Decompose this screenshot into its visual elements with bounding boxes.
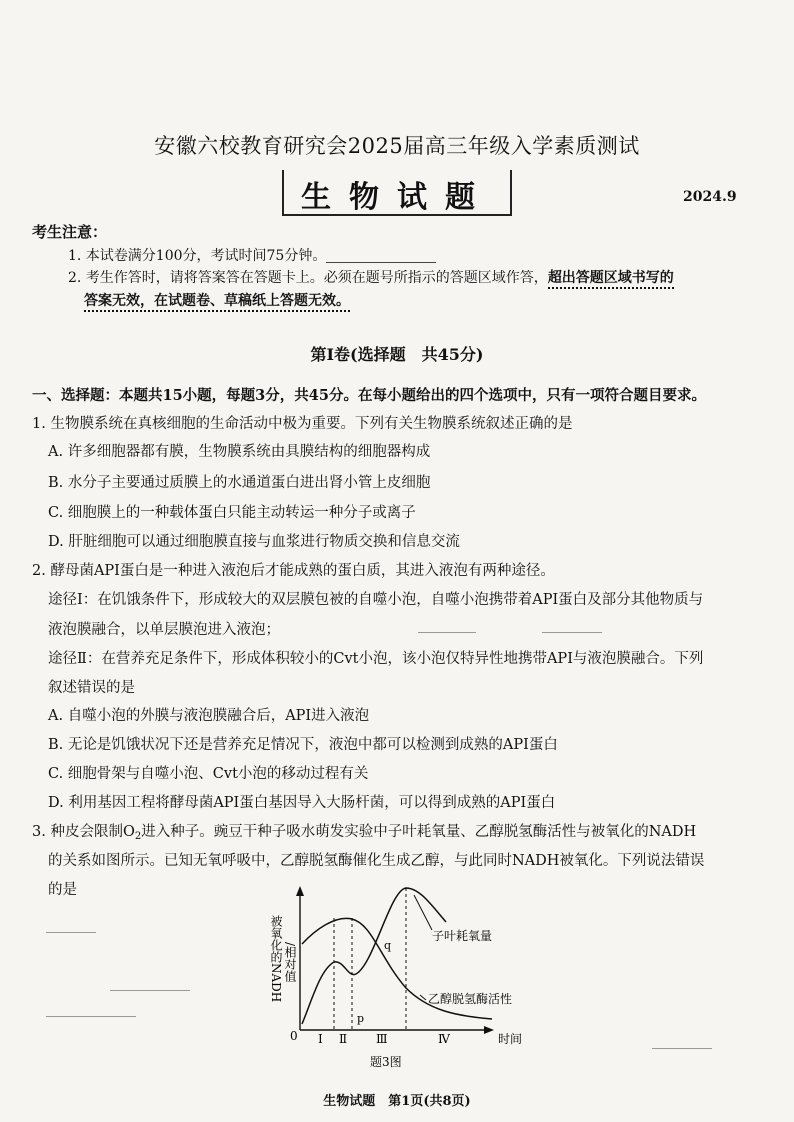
q3-figure — [250, 880, 540, 1070]
q3-stem-end: 的是 — [48, 882, 77, 898]
q2-pathway-2-cont: 叙述错误的是 — [48, 680, 135, 696]
q1-option-b: B. 水分子主要通过质膜上的水通道蛋白进出肾小管上皮细胞 — [48, 475, 431, 491]
section-instruction: 一、选择题：本题共15小题，每题3分，共45分。在每小题给出的四个选项中，只有一项符合题目要求。 — [32, 387, 706, 404]
q2-option-a: A. 自噬小泡的外膜与液泡膜融合后，API进入液泡 — [48, 708, 370, 724]
q2-pathway-2: 途径Ⅱ：在营养充足条件下，形成体积较小的Cvt小泡，该小泡仅特异性地携带API与液泡膜融合。下列 — [48, 651, 704, 667]
origin-label: 0 — [290, 1029, 298, 1043]
notice-item-2-text: 2. 考生作答时，请将答案答在答题卡上。必须在题号所指示的答题区域作答， — [68, 270, 548, 286]
figure-caption: 题3图 — [370, 1055, 402, 1069]
q2-option-b: B. 无论是饥饿状况下还是营养充足情况下，液泡中都可以检测到成熟的API蛋白 — [48, 737, 558, 753]
blank-underline — [326, 250, 436, 263]
subject-title: 生物试题 — [301, 180, 493, 215]
x-axis-label: 时间 — [498, 1032, 523, 1046]
q3-stem — [32, 822, 696, 847]
scan-mark — [110, 990, 190, 991]
q2-stem: 2. 酵母菌API蛋白是一种进入液泡后才能成熟的蛋白质，其进入液泡有两种途径。 — [32, 563, 555, 579]
stage-label-3: Ⅲ — [376, 1032, 388, 1046]
adh-activity-curve — [302, 888, 446, 1024]
notice-item-1 — [68, 246, 436, 266]
q3-stem-part1: 3. 种皮会限制O — [32, 824, 135, 840]
q2-option-c: C. 细胞骨架与自噬小泡、Cvt小泡的移动过程有关 — [48, 766, 369, 782]
q1-option-d: D. 肝脏细胞可以通过细胞膜直接与血浆进行物质交换和信息交流 — [48, 534, 460, 550]
curve-label-oxygen: 子叶耗氧量 — [432, 929, 493, 943]
y-axis-label: 被氧化的NADH — [269, 915, 283, 1003]
notice-item-2 — [68, 268, 674, 288]
x-axis-arrow — [484, 1026, 494, 1034]
y-axis-arrow — [296, 886, 304, 896]
y-axis-label-unit: /相对值 — [283, 942, 297, 983]
scan-mark — [418, 632, 476, 633]
stage-label-1: Ⅰ — [318, 1032, 323, 1046]
scan-mark — [46, 1016, 136, 1017]
notice-item-2-emphasis-cont: 答案无效，在试题卷、草稿纸上答题无效。 — [84, 293, 350, 312]
q3-stem-part2: 进入种子。豌豆干种子吸水萌发实验中子叶耗氧量、乙醇脱氢酶活性与被氧化的NADH — [141, 824, 697, 840]
exam-date: 2024.9 — [683, 189, 737, 205]
notice-item-1-text: 1. 本试卷满分100分，考试时间75分钟。 — [68, 248, 327, 264]
q2-pathway-1-cont: 液泡膜融合，以单层膜泡进入液泡； — [48, 622, 280, 638]
scan-mark — [542, 632, 602, 633]
notice-heading: 考生注意： — [32, 223, 108, 241]
page-footer: 生物试题 第1页(共8页) — [323, 1094, 471, 1109]
stage-label-2: Ⅱ — [339, 1032, 348, 1046]
label-leader-1 — [414, 895, 432, 930]
q1-option-a: A. 许多细胞器都有膜，生物膜系统由具膜结构的细胞器构成 — [48, 444, 431, 460]
scan-mark — [652, 1048, 712, 1049]
q3-subscript: 2 — [134, 831, 142, 842]
point-q-label: q — [384, 939, 392, 952]
scan-mark — [46, 932, 96, 933]
exam-title: 安徽六校教育研究会2025届高三年级入学素质测试 — [154, 134, 640, 158]
q1-option-c: C. 细胞膜上的一种载体蛋白只能主动转运一种分子或离子 — [48, 505, 416, 521]
q2-pathway-1: 途径Ⅰ：在饥饿条件下，形成较大的双层膜包被的自噬小泡，自噬小泡携带着API蛋白及部分其他物质与 — [48, 592, 704, 608]
point-p-label: p — [357, 1012, 365, 1025]
notice-item-2-cont — [84, 291, 350, 311]
curve-label-adh: 乙醇脱氢酶活性 — [428, 992, 513, 1006]
section-title: 第Ⅰ卷(选择题 共45分) — [310, 345, 484, 364]
stage-label-4: Ⅳ — [438, 1032, 450, 1046]
notice-item-2-emphasis: 超出答题区域书写的 — [548, 270, 674, 289]
q1-stem: 1. 生物膜系统在真核细胞的生命活动中极为重要。下列有关生物膜系统叙述正确的是 — [32, 416, 573, 432]
q3-stem-cont: 的关系如图所示。已知无氧呼吸中，乙醇脱氢酶催化生成乙醇，与此同时NADH被氧化。下列说法错误 — [48, 853, 705, 869]
q2-option-d: D. 利用基因工程将酵母菌API蛋白基因导入大肠杆菌，可以得到成熟的API蛋白 — [48, 795, 556, 811]
